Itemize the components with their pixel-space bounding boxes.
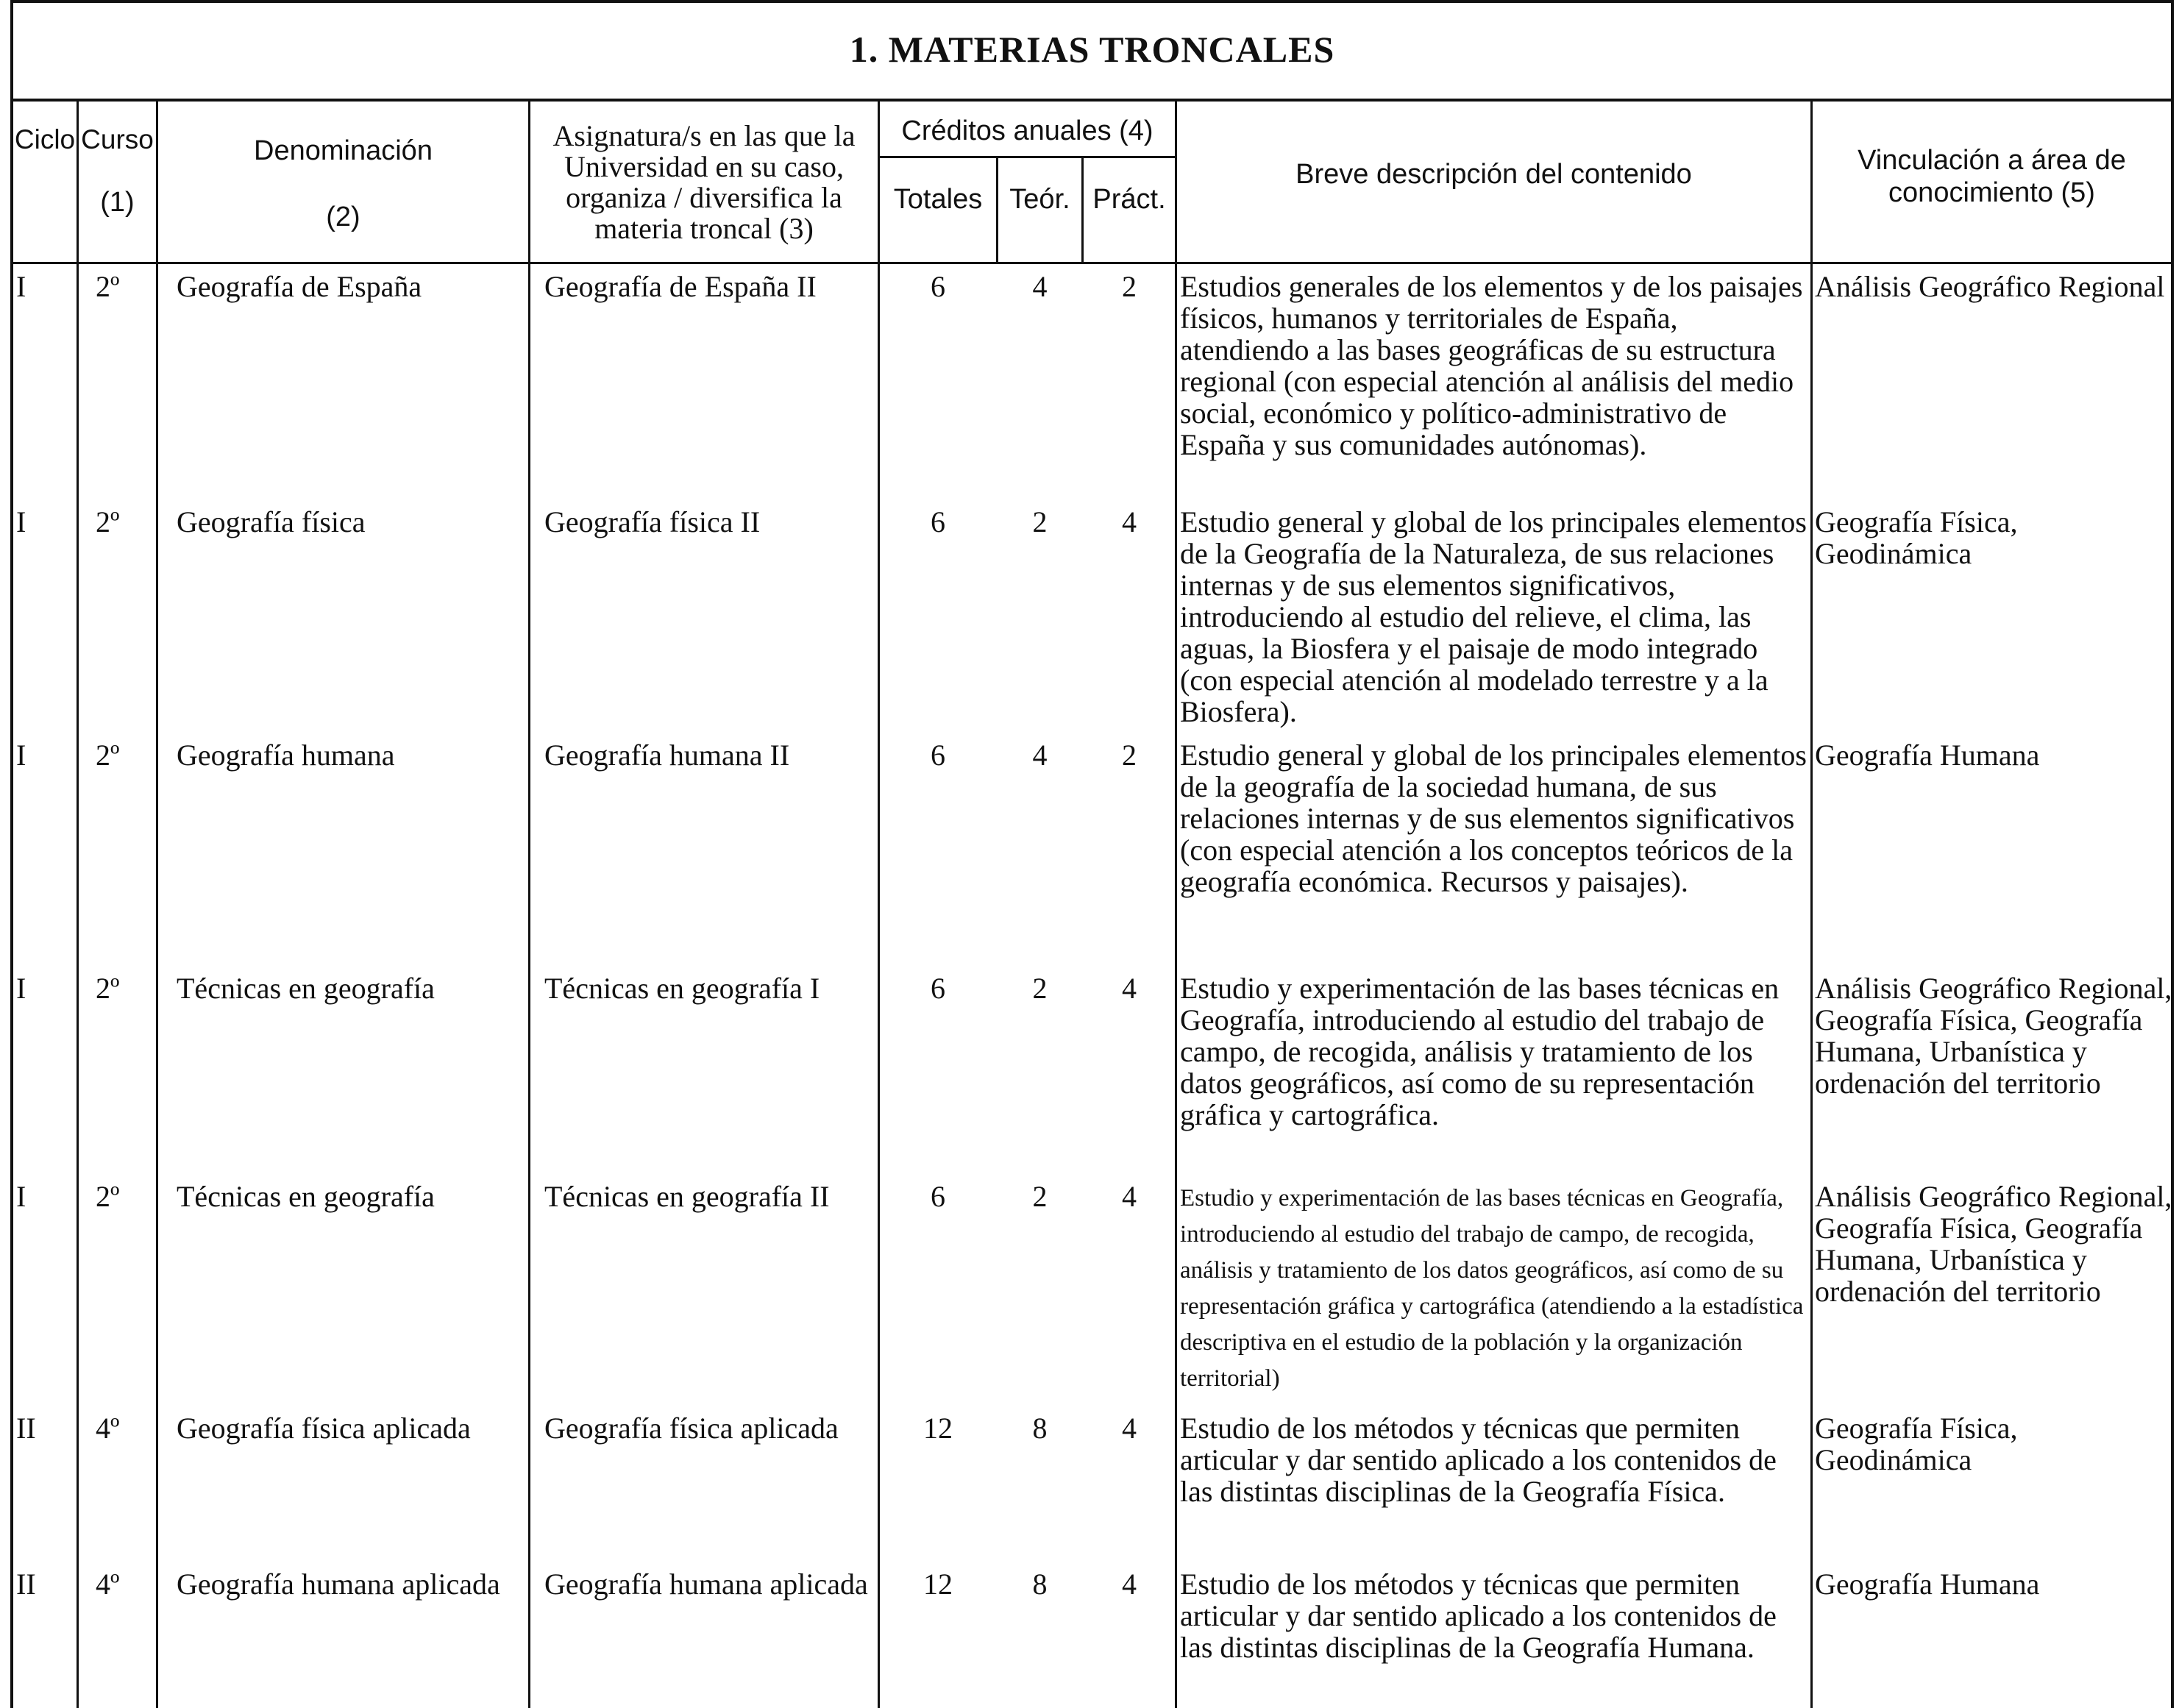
cell-asignatura: Técnicas en geografía I bbox=[544, 972, 820, 1005]
cell-descripcion: Estudio general y global de los principales elementos de la geografía de la sociedad humana, de sus relaciones internas y de sus elementos significativos (con especial atención a los conceptos teóricos de la geografía económica. Recursos y paisajes). bbox=[1180, 739, 1807, 898]
cell-ciclo: II bbox=[16, 1568, 36, 1601]
header-vinculacion: Vinculación a área de conocimiento (5) bbox=[1858, 145, 2126, 208]
cell-totales: 6 bbox=[931, 505, 945, 538]
cell-teor: 2 bbox=[1032, 972, 1048, 1005]
cell-descripcion: Estudio y experimentación de las bases técnicas en Geografía, introduciendo al estudio del trabajo de campo, de recogida, análisis y tratamiento de los datos geográficos, así como de su representación gráfica y cartográfica (atendiendo a la estadística descriptiva en el estudio de la población y la organización territorial) bbox=[1180, 1185, 1804, 1392]
cell-asignatura: Geografía de España II bbox=[544, 270, 817, 303]
cell-pract: 2 bbox=[1122, 270, 1137, 303]
col-rule-descripcion bbox=[1810, 102, 1813, 1708]
cell-vinculacion: Análisis Geográfico Regional, Geografía Física, Geografía Humana, Urbanística y ordenación del territorio bbox=[1815, 1180, 2172, 1308]
col-rule-denominacion bbox=[528, 102, 530, 1708]
col-rule-asignatura bbox=[878, 102, 880, 1708]
cell-denominacion: Geografía física bbox=[177, 505, 366, 538]
header-curso-note: (1) bbox=[100, 187, 135, 218]
cell-descripcion: Estudio y experimentación de las bases técnicas en Geografía, introduciendo al estudio del trabajo de campo, de recogida, análisis y tratamiento de los datos geográficos, así como de su representación gráfica y cartográfica. bbox=[1180, 972, 1780, 1131]
cell-vinculacion: Geografía Humana bbox=[1815, 1568, 2040, 1601]
header-ciclo: Ciclo bbox=[14, 124, 76, 154]
cell-curso: 2º bbox=[96, 270, 120, 303]
cell-vinculacion: Geografía Física, Geodinámica bbox=[1815, 505, 2018, 570]
cell-totales: 6 bbox=[931, 1180, 945, 1213]
cell-asignatura: Geografía humana II bbox=[544, 739, 790, 772]
cell-asignatura: Geografía humana aplicada bbox=[544, 1568, 868, 1601]
header-teor: Teór. bbox=[1009, 184, 1070, 215]
cell-descripcion: Estudio de los métodos y técnicas que permiten articular y dar sentido aplicado a los contenidos de las distintas disciplinas de la Geografía Humana. bbox=[1180, 1568, 1777, 1664]
cell-pract: 4 bbox=[1122, 972, 1137, 1005]
cell-descripcion: Estudio de los métodos y técnicas que permiten articular y dar sentido aplicado a los contenidos de las distintas disciplinas de la Geografía Física. bbox=[1180, 1412, 1777, 1508]
cell-vinculacion: Geografía Humana bbox=[1815, 739, 2040, 772]
header-denominacion-note: (2) bbox=[326, 202, 360, 232]
header-totales: Totales bbox=[893, 184, 983, 215]
cell-teor: 8 bbox=[1032, 1412, 1048, 1445]
header-creditos: Créditos anuales (4) bbox=[901, 115, 1154, 146]
cell-teor: 2 bbox=[1032, 1180, 1048, 1213]
cell-pract: 4 bbox=[1122, 1568, 1137, 1601]
cell-ciclo: II bbox=[16, 1412, 36, 1445]
cell-vinculacion: Análisis Geográfico Regional bbox=[1815, 270, 2165, 303]
cell-teor: 4 bbox=[1032, 739, 1048, 772]
header-pract: Práct. bbox=[1092, 184, 1166, 215]
creditos-subheader-rule bbox=[878, 156, 1175, 158]
cell-ciclo: I bbox=[16, 739, 26, 772]
cell-totales: 6 bbox=[931, 739, 945, 772]
col-rule-curso bbox=[156, 102, 158, 1708]
cell-ciclo: I bbox=[16, 972, 26, 1005]
cell-denominacion: Técnicas en geografía bbox=[177, 1180, 435, 1213]
cell-denominacion: Geografía física aplicada bbox=[177, 1412, 471, 1445]
col-rule-creditos bbox=[1175, 102, 1177, 1708]
cell-vinculacion: Geografía Física, Geodinámica bbox=[1815, 1412, 2018, 1476]
cell-teor: 8 bbox=[1032, 1568, 1048, 1601]
cell-pract: 2 bbox=[1122, 739, 1137, 772]
header-asignatura: Asignatura/s en las que la Universidad en su caso, organiza / diversifica la materia troncal (3) bbox=[552, 119, 856, 245]
header-denominacion: Denominación bbox=[254, 135, 433, 166]
header-descripcion: Breve descripción del contenido bbox=[1295, 159, 1692, 190]
cell-denominacion: Técnicas en geografía bbox=[177, 972, 435, 1005]
cell-curso: 2º bbox=[96, 972, 120, 1005]
cell-ciclo: I bbox=[16, 505, 26, 538]
cell-asignatura: Técnicas en geografía II bbox=[544, 1180, 830, 1213]
cell-pract: 4 bbox=[1122, 1412, 1137, 1445]
cell-vinculacion: Análisis Geográfico Regional, Geografía Física, Geografía Humana, Urbanística y ordenación del territorio bbox=[1815, 972, 2172, 1100]
cell-asignatura: Geografía física aplicada bbox=[544, 1412, 839, 1445]
cell-asignatura: Geografía física II bbox=[544, 505, 761, 538]
cell-curso: 2º bbox=[96, 1180, 120, 1213]
cell-descripcion: Estudios generales de los elementos y de los paisajes físicos, humanos y territoriales de España, atendiendo a las bases geográficas de su estructura regional (con especial atención al análisis del medio social, económico y político-administrativo de España y sus comunidades autónomas). bbox=[1180, 270, 1803, 461]
cell-totales: 6 bbox=[931, 972, 945, 1005]
cell-totales: 12 bbox=[923, 1568, 953, 1601]
cell-curso: 4º bbox=[96, 1568, 120, 1601]
cell-curso: 2º bbox=[96, 739, 120, 772]
cell-curso: 2º bbox=[96, 505, 120, 538]
table-title: 1. MATERIAS TRONCALES bbox=[10, 0, 2174, 102]
cell-denominacion: Geografía humana aplicada bbox=[177, 1568, 500, 1601]
cell-denominacion: Geografía de España bbox=[177, 270, 422, 303]
col-rule-ciclo bbox=[77, 102, 79, 1708]
cell-pract: 4 bbox=[1122, 505, 1137, 538]
cell-teor: 2 bbox=[1032, 505, 1048, 538]
header-curso: Curso bbox=[81, 124, 154, 154]
cell-totales: 12 bbox=[923, 1412, 953, 1445]
cell-ciclo: I bbox=[16, 1180, 26, 1213]
cell-totales: 6 bbox=[931, 270, 945, 303]
cell-pract: 4 bbox=[1122, 1180, 1137, 1213]
header-bottom-rule bbox=[10, 262, 2174, 264]
cell-curso: 4º bbox=[96, 1412, 120, 1445]
cell-denominacion: Geografía humana bbox=[177, 739, 395, 772]
cell-teor: 4 bbox=[1032, 270, 1048, 303]
cell-ciclo: I bbox=[16, 270, 26, 303]
cell-descripcion: Estudio general y global de los principales elementos de la Geografía de la Naturaleza, de sus relaciones internas y de sus elementos significativos, introduciendo al estudio del relieve, el clima, las aguas, la Biosfera y el paisaje de modo integrado (con especial atención al modelado terrestre y a la Biosfera). bbox=[1180, 505, 1807, 728]
